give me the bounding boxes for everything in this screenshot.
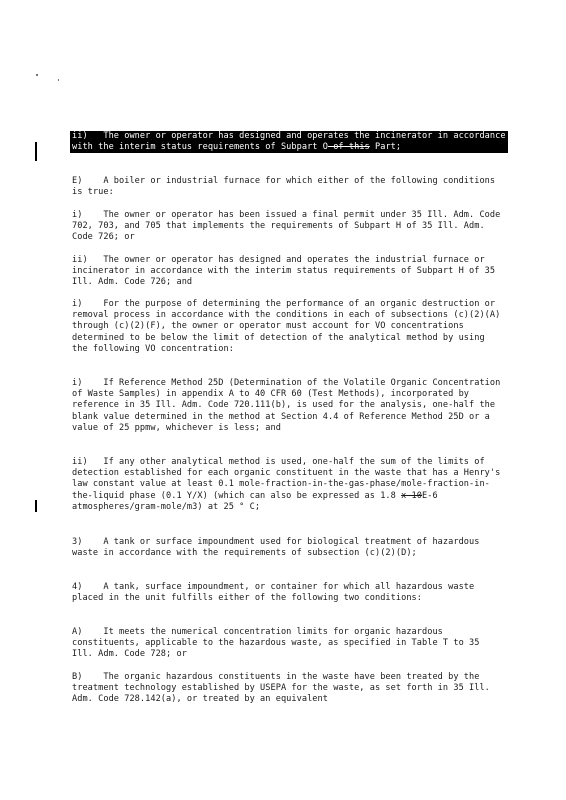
paragraph-i-performance-determination: i) For the purpose of determining the performance of an organic destruction or removal process in accordance with the conditions in each of subsections (c)(2)(A) through (c)(2)(F), the owner or operator must account for VO concentrations determined to be below the limit of detection of the analytical method by using the following VO concentration:: [72, 299, 506, 354]
paragraph-text: ii) The owner or operator has designed and operates the incinerator in accordance with the interim status requirements of Subpart O: [72, 131, 511, 153]
revision-bar: [35, 142, 37, 161]
deleted-text: of this: [327, 142, 370, 153]
scan-speck: [36, 74, 38, 76]
paragraph-A-numerical-limits: A) It meets the numerical concentration limits for organic hazardous constituents, applicable to the hazardous waste, as specified in Table T to 35 Ill. Adm. Code 728; or: [72, 627, 485, 660]
paragraph-text-tail: Part;: [369, 142, 402, 153]
paragraph-text: ii) If any other analytical method is used, one-half the sum of the limits of detection established for each organic constituent in the waste that has a Henry's law constant value at least 0.1 mole-fraction-in-the-gas-phase/mole-fraction-in-the-liquid phase (0.1 Y/X) (which can also be expressed as 1.8: [72, 457, 506, 501]
paragraph-B-treatment-technology: B) The organic hazardous constituents in the waste have been treated by the treatment technology established by USEPA for the waste, as set forth in 35 Ill. Adm. Code 728.142(a), or treated by an equivalent: [72, 672, 496, 705]
scan-speck: [58, 79, 59, 81]
paragraph-E-boiler-furnace: E) A boiler or industrial furnace for which either of the following conditions is true:: [72, 176, 501, 198]
revision-bar: [35, 500, 37, 512]
paragraph-E-i-final-permit: i) The owner or operator has been issued a final permit under 35 Ill. Adm. Code 702, 703, and 705 that implements the requirements of Subpart H of 35 Ill. Adm. Code 726; or: [72, 210, 506, 243]
paragraph-E-ii-interim-status: ii) The owner or operator has designed and operates the industrial furnace or incinerator in accordance with the interim status requirements of Subpart H of 35 Ill. Adm. Code 726; and: [72, 255, 501, 288]
deleted-text: x 10: [401, 490, 423, 501]
paragraph-ii-other-analytical-method: [72, 457, 504, 513]
paragraph-4-tank-impoundment-container: 4) A tank, surface impoundment, or container for which all hazardous waste placed in the unit fulfills either of the following two conditions:: [72, 582, 480, 604]
paragraph-ii-interim-status-highlighted: [70, 131, 511, 153]
paragraph-i-reference-method-25d: i) If Reference Method 25D (Determination of the Volatile Organic Concentration of Waste Samples) in appendix A to 40 CFR 60 (Test Methods), incorporated by reference in 35 Ill. Adm. Code 720.111(b), is used for the analysis, one-half the blank value determined in the method at Section 4.4 of Reference Method 25D or a value of 25 ppmw, whichever is less; and: [72, 378, 506, 433]
paragraph-text-tail: E-6 atmospheres/gram-mole/m3) at 25 ° C;: [72, 490, 443, 512]
paragraph-3-biological-treatment: 3) A tank or surface impoundment used for biological treatment of hazardous waste in accordance with the requirements of subsection (c)(2)(D);: [72, 537, 485, 559]
